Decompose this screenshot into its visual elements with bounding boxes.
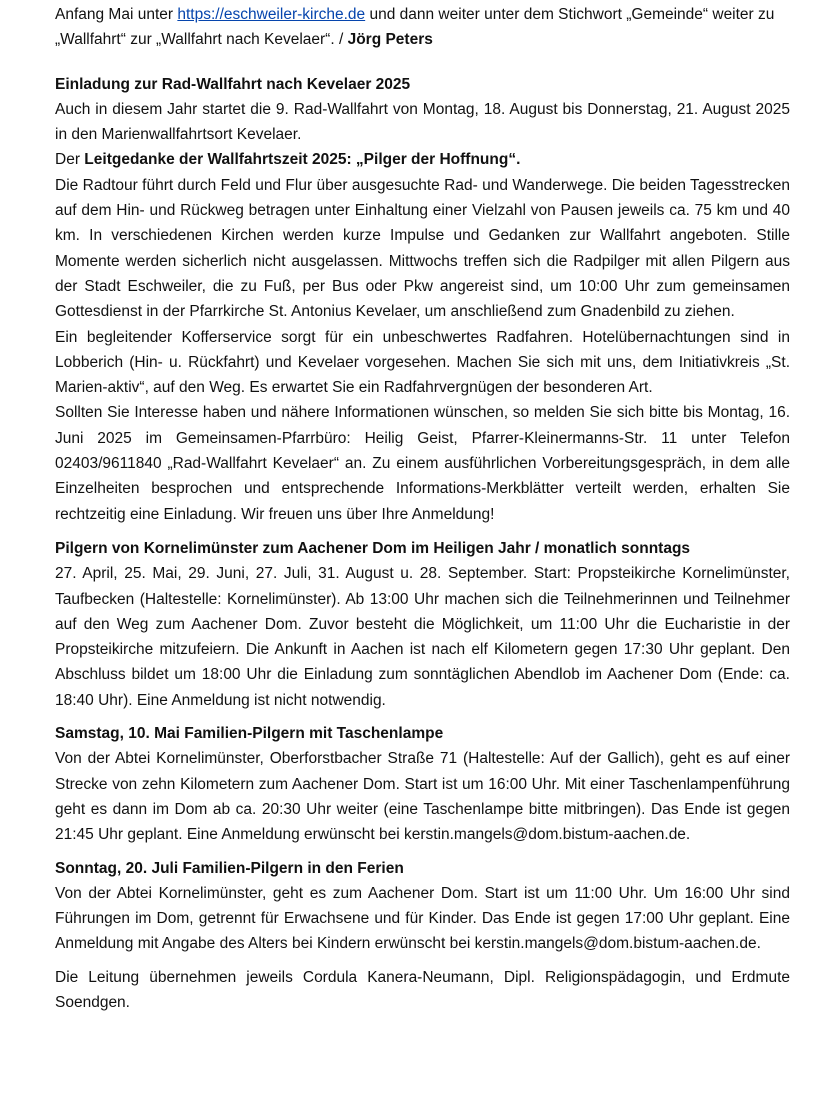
kornelimuenster-heading: Pilgern von Kornelimünster zum Aachener Dom im Heiligen Jahr / monatlich sonntags [55,539,691,557]
intro-text-before: Anfang Mai unter [55,6,178,23]
juli-heading: Sonntag, 20. Juli Familien-Pilgern in den Ferien [55,859,404,877]
mai-heading: Samstag, 10. Mai Familien-Pilgern mit Taschenlampe [55,725,444,743]
rad-wallfahrt-paragraph-5: Sollten Sie Interesse haben und nähere Informationen wünschen, so melden Sie sich bitte bis Montag, 16. Juni 2025 im Gemeinsamen-Pfarrbüro: Heilig Geist, Pfarrer-Kleinermanns-Str. 11 unter Telefon 02403/9611840 „Rad-Wallfahrt Kevelaer“ an. Zu einem ausführlichen Vorbereitungsgespräch, in dem alle Einzelheiten besprochen und entsprechende Informations-Merkblätter verteilt werden, erhalten Sie rechtzeitig eine Einladung. Wir freuen uns über Ihre Anmeldung! [55,404,790,523]
leitgedanke-bold: Leitgedanke der Wallfahrtszeit 2025: „Pilger der Hoffnung“. [84,151,521,169]
leitgedanke-prefix: Der [55,151,85,169]
eschweiler-kirche-link[interactable]: https://eschweiler-kirche.de [177,6,366,23]
intro-text-after: und dann weiter unter dem Stichwort „Gemeinde“ weiter zu „Wallfahrt“ zur „Wallfahrt nach Kevelaer“. / [55,6,775,49]
rad-wallfahrt-paragraph-4: Ein begleitender Kofferservice sorgt für ein unbeschwertes Radfahren. Hotelübernachtungen sind in Lobberich (Hin- u. Rückfahrt) und Kevelaer vorgesehen. Machen Sie sich mit uns, dem Initiativkreis „St. Marien-aktiv“, auf den Weg. Es erwartet Sie ein Radfahrvergnügen der besonderen Art. [55,328,790,397]
intro-author: Jörg Peters [347,31,433,49]
rad-wallfahrt-heading: Einladung zur Rad-Wallfahrt nach Kevelaer 2025 [55,75,411,93]
rad-wallfahrt-paragraph-3: Die Radtour führt durch Feld und Flur über ausgesuchte Rad- und Wanderwege. Die beiden Tagesstrecken auf dem Hin- und Rückweg betragen unter Einhaltung einer Vielzahl von Pausen jeweils ca. 75 km und 40 km. In verschiedenen Kirchen werden kurze Impulse und Gedanken zur Wallfahrt angeboten. Stille Momente werden sicherlich nicht ausgelassen. Mittwochs treffen sich die Radpilger mit allen Pilgern aus der Stadt Eschweiler, die zu Fuß, per Bus oder Pkw angereist sind, um 10:00 Uhr zum gemeinsamen Gottesdienst in der Pfarrkirche St. Antonius Kevelaer, um anschließend zum Gnadenbild zu ziehen. [55,176,790,321]
mai-paragraph: Von der Abtei Kornelimünster, Oberforstbacher Straße 71 (Haltestelle: Auf der Gallich), geht es auf einer Strecke von zehn Kilometern zum Aachener Dom. Start ist um 16:00 Uhr. Mit einer Taschenlampenführung geht es dann im Dom ab ca. 20:30 Uhr weiter (eine Taschenlampe bitte mitbringen). Das Ende ist gegen 21:45 Uhr geplant. Eine Anmeldung erwünscht bei kerstin.mangels@dom.bistum-aachen.de. [55,750,790,844]
rad-wallfahrt-paragraph-2 [55,147,790,172]
rad-wallfahrt-paragraph-1: Auch in diesem Jahr startet die 9. Rad-Wallfahrt von Montag, 18. August bis Donnerstag, 21. August 2025 in den Marienwallfahrtsort Kevelaer. [55,100,790,144]
kornelimuenster-paragraph: 27. April, 25. Mai, 29. Juni, 27. Juli, 31. August u. 28. September. Start: Propsteikirche Kornelimünster, Taufbecken (Haltestelle: Kornelimünster). Ab 13:00 Uhr machen sich die Teilnehmerinnen und Teilnehmer auf den Weg zum Aachener Dom. Zuvor besteht die Möglichkeit, um 11:00 Uhr die Eucharistie in der Propsteikirche mitzufeiern. Die Ankunft in Aachen ist nach elf Kilometern gegen 17:30 Uhr geplant. Den Abschluss bildet um 18:00 Uhr die Einladung zum sonntäglichen Abendlob im Aachener Dom (Ende: ca. 18:40 Uhr). Eine Anmeldung ist nicht notwendig. [55,565,790,709]
juli-paragraph: Von der Abtei Kornelimünster, geht es zum Aachener Dom. Start ist um 11:00 Uhr. Um 16:00 Uhr sind Führungen im Dom, getrennt für Erwachsene und für Kinder. Das Ende ist gegen 17:00 Uhr geplant. Eine Anmeldung mit Angabe des Alters bei Kindern erwünscht bei kerstin.mangels@dom.bistum-aachen.de. [55,884,790,953]
leitung-paragraph: Die Leitung übernehmen jeweils Cordula Kanera-Neumann, Dipl. Religionspädagogin, und Erdmute Soendgen. [55,968,790,1011]
intro-paragraph [55,2,790,53]
